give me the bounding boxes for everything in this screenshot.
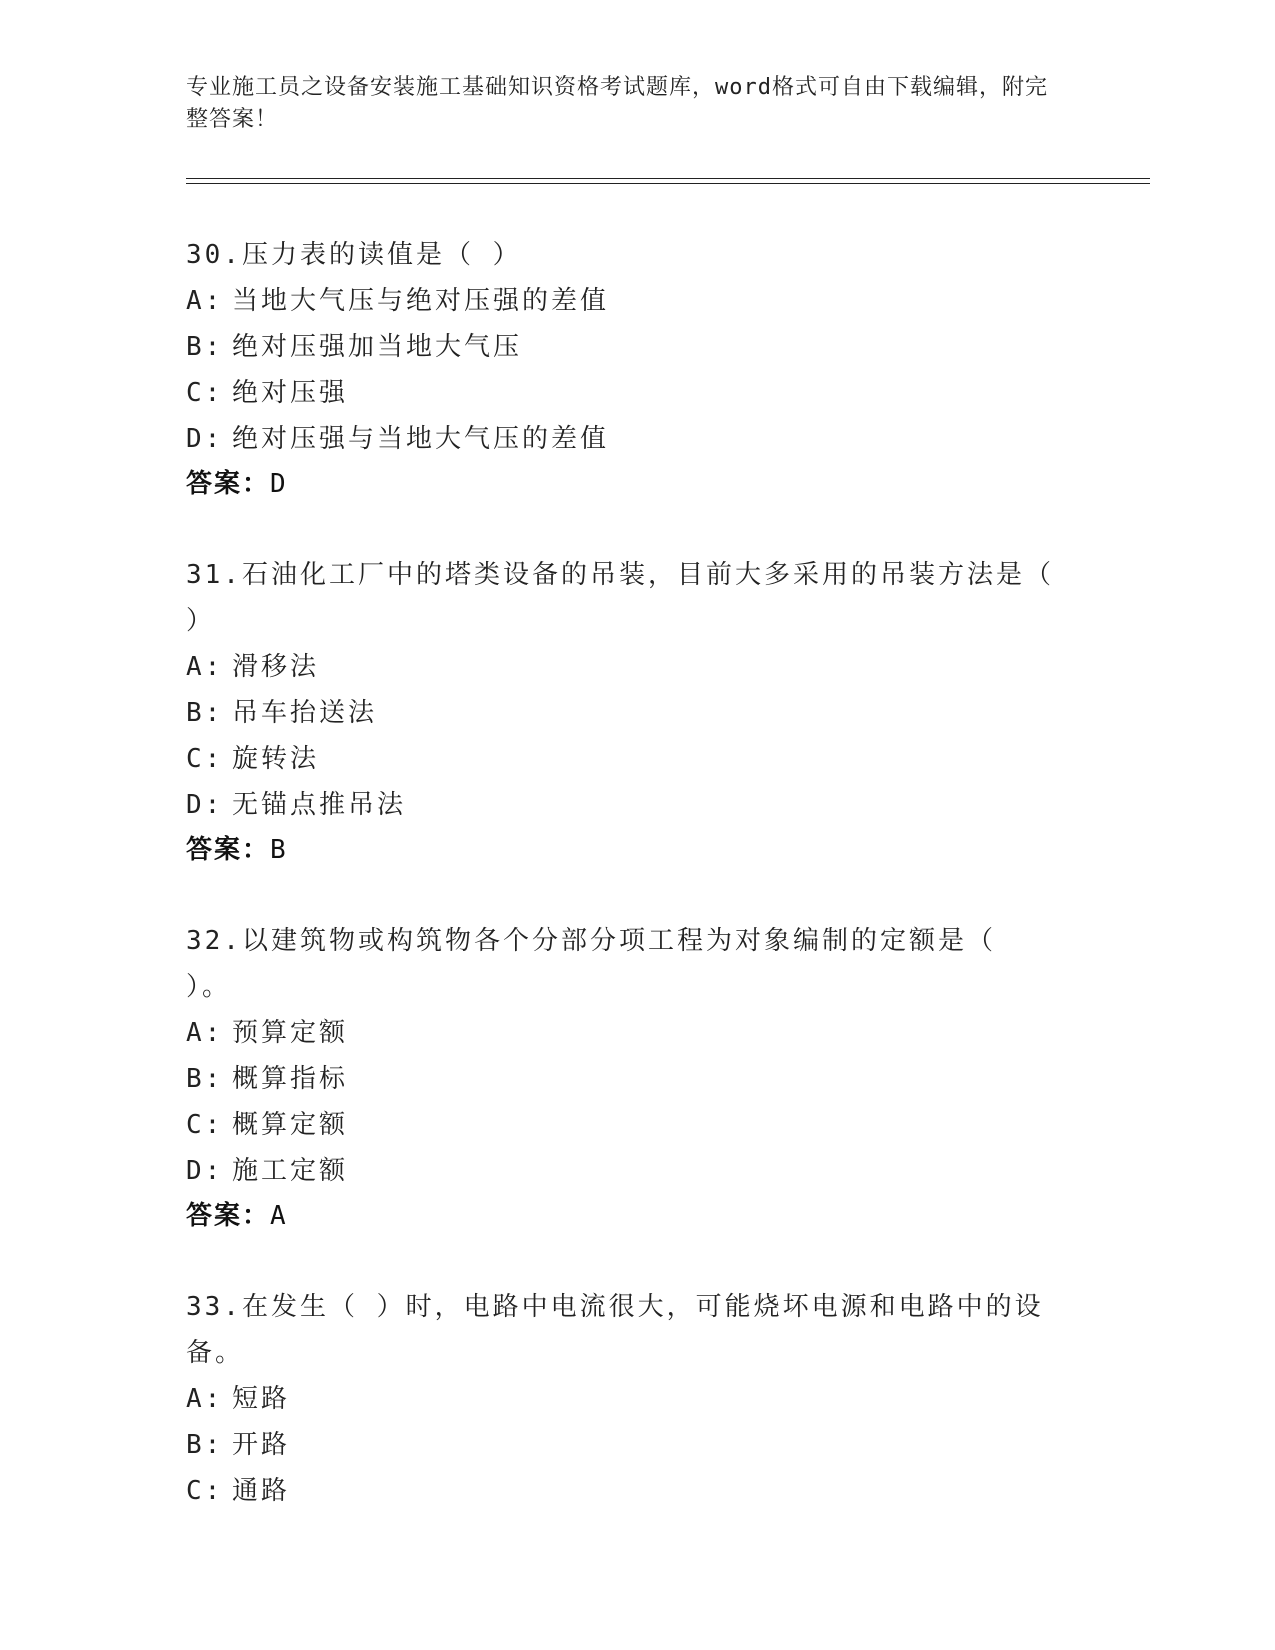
answer-line: [186, 462, 1086, 506]
answer-label: 答案：: [186, 835, 271, 865]
answer-line: [186, 828, 1086, 872]
option-c: [186, 1468, 1086, 1514]
header-rule-top: [186, 178, 1150, 179]
document-header: 专业施工员之设备安装施工基础知识资格考试题库，word格式可自由下载编辑，附完整答案！: [186, 75, 1048, 132]
option-letter: B:: [186, 698, 224, 728]
option-b: [186, 324, 1086, 370]
option-letter: D:: [186, 790, 224, 820]
option-b: [186, 1056, 1086, 1102]
option-text: 吊车抬送法: [232, 698, 378, 728]
option-text: 当地大气压与绝对压强的差值: [232, 286, 610, 316]
option-text: 开路: [232, 1430, 291, 1460]
option-text: 绝对压强: [232, 378, 349, 408]
option-text: 滑移法: [232, 652, 320, 682]
question-30: [186, 232, 1086, 506]
option-d: [186, 1148, 1086, 1194]
option-c: [186, 1102, 1086, 1148]
answer-value: D: [270, 469, 288, 499]
question-stem: 31.石油化工厂中的塔类设备的吊装，目前大多采用的吊装方法是（ ）: [186, 560, 1073, 636]
option-letter: A:: [186, 1384, 224, 1414]
question-32: [186, 918, 1086, 1238]
option-letter: B:: [186, 332, 224, 362]
answer-label: 答案：: [186, 469, 271, 499]
option-letter: A:: [186, 1018, 224, 1048]
question-31: [186, 552, 1086, 872]
option-text: 旋转法: [232, 744, 320, 774]
option-text: 概算定额: [232, 1110, 349, 1140]
option-text: 短路: [232, 1384, 291, 1414]
answer-value: A: [270, 1201, 288, 1231]
option-a: [186, 644, 1086, 690]
option-text: 预算定额: [232, 1018, 349, 1048]
option-letter: D:: [186, 424, 224, 454]
question-33: [186, 1284, 1086, 1514]
question-stem: 33.在发生（ ）时，电路中电流很大，可能烧坏电源和电路中的设备。: [186, 1292, 1044, 1368]
question-stem: 30.压力表的读值是（ ）: [186, 240, 522, 270]
option-a: [186, 1010, 1086, 1056]
option-letter: C:: [186, 1476, 224, 1506]
option-a: [186, 278, 1086, 324]
option-text: 绝对压强与当地大气压的差值: [232, 424, 610, 454]
option-text: 无锚点推吊法: [232, 790, 407, 820]
answer-line: [186, 1194, 1086, 1238]
question-list: [186, 232, 1086, 1560]
question-stem: 32.以建筑物或构筑物各个分部分项工程为对象编制的定额是（ ）。: [186, 926, 1015, 1002]
option-b: [186, 690, 1086, 736]
option-letter: D:: [186, 1156, 224, 1186]
option-c: [186, 370, 1086, 416]
option-letter: A:: [186, 652, 224, 682]
option-letter: B:: [186, 1064, 224, 1094]
answer-label: 答案：: [186, 1201, 271, 1231]
option-letter: B:: [186, 1430, 224, 1460]
option-letter: A:: [186, 286, 224, 316]
option-letter: C:: [186, 1110, 224, 1140]
option-d: [186, 782, 1086, 828]
answer-value: B: [270, 835, 288, 865]
option-a: [186, 1376, 1086, 1422]
option-b: [186, 1422, 1086, 1468]
option-text: 施工定额: [232, 1156, 349, 1186]
option-text: 绝对压强加当地大气压: [232, 332, 523, 362]
header-rule-bottom: [186, 183, 1150, 184]
option-text: 通路: [232, 1476, 291, 1506]
option-letter: C:: [186, 378, 224, 408]
option-text: 概算指标: [232, 1064, 349, 1094]
option-letter: C:: [186, 744, 224, 774]
option-d: [186, 416, 1086, 462]
option-c: [186, 736, 1086, 782]
